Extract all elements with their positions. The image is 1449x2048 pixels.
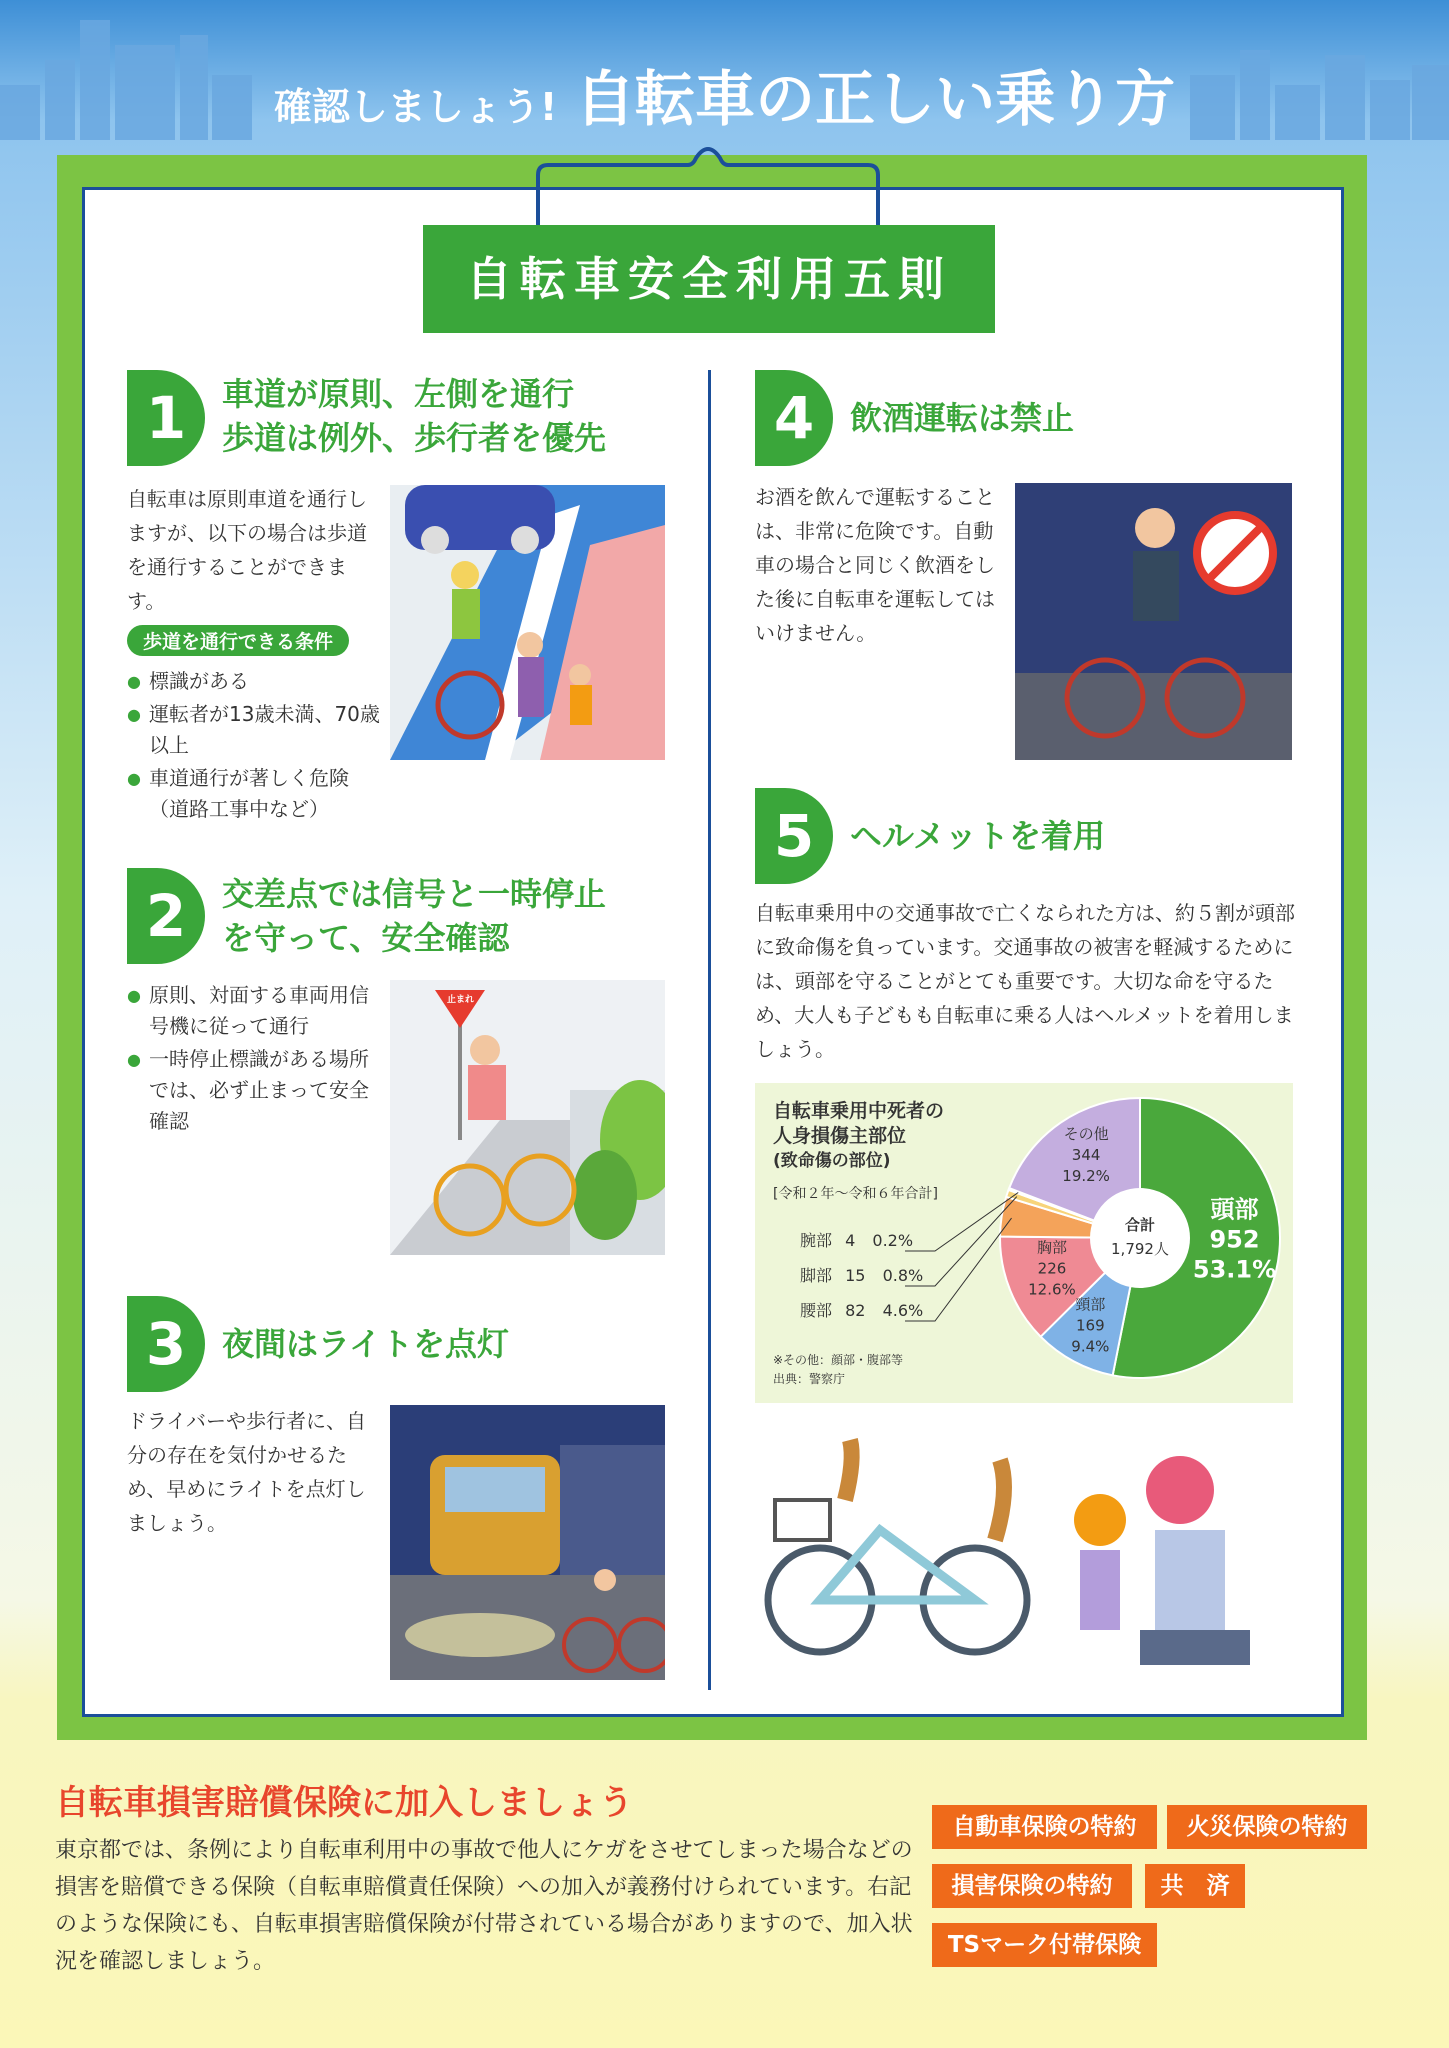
list-item: ● 一時停止標識がある場所では、必ず止まって安全確認: [127, 1044, 377, 1137]
legend-arm: 腕部 4 0.2%: [800, 1231, 914, 1250]
rule1-body: 自転車は原則車道を通行しますが、以下の場合は歩道を通行することができます。: [127, 487, 367, 613]
rule1-number: 1: [127, 370, 205, 466]
page-title: [0, 52, 1449, 138]
page-subtitle: 確認しましょう!: [273, 85, 558, 129]
page-title-main: 自転車の正しい乗り方: [575, 65, 1176, 135]
rule2-heading: [222, 872, 606, 960]
sidewalk-cycling-illustration: [390, 485, 665, 760]
insurance-tag-mutual: 共 済: [1145, 1864, 1245, 1908]
pie-label-value-0: 952: [1209, 1225, 1260, 1254]
rule4-number: 4: [755, 370, 833, 466]
list-item: ● 原則、対面する車両用信号機に従って通行: [127, 980, 377, 1042]
pie-total-value: 1,792人: [1111, 1240, 1169, 1258]
rule1-conditions-list: [127, 666, 387, 827]
pie-center: [1090, 1188, 1190, 1288]
rule2-heading-line2: を守って、安全確認: [222, 919, 510, 957]
insurance-title: 自転車損害賠償保険に加入しましょう: [55, 1783, 633, 1823]
pie-label-value-1: 169: [1076, 1316, 1105, 1335]
pie-label-pct-6: 19.2%: [1062, 1166, 1110, 1185]
legend-waist: 腰部 82 4.6%: [800, 1301, 924, 1320]
rule5-body: 自転車乗用中の交通事故で亡くなられた方は、約５割が頭部に致命傷を負っています。交通事故の被害を軽減するためには、頭部を守ることがとても重要です。大切な命を守るため、大人も子どもも自転車に乗る人はヘルメットを着用しましょう。: [755, 901, 1295, 1061]
pie-label-name-1: 頸部: [1075, 1295, 1106, 1314]
pie-label-value-2: 226: [1037, 1259, 1067, 1278]
leader-line-3: [905, 1218, 1012, 1321]
pie-label-name-0: 頭部: [1210, 1195, 1259, 1224]
rule3-heading: 夜間はライトを点灯: [222, 1325, 510, 1363]
pie-chart: [755, 1083, 1293, 1403]
column-divider: [708, 370, 711, 1690]
bicycle-helmet-illustration: [760, 1430, 1300, 1690]
insurance-tag-damage: 損害保険の特約: [932, 1864, 1132, 1908]
legend-leg: 脚部 15 0.8%: [800, 1266, 924, 1285]
rule2-bullets: [127, 980, 377, 1139]
list-item: ● 車道通行が著しく危険（道路工事中など）: [127, 763, 387, 825]
chart-title-line3: (致命傷の部位): [773, 1151, 891, 1171]
rule2-heading-line1: 交差点では信号と一時停止: [222, 875, 607, 913]
rule4-body: お酒を飲んで運転することは、非常に危険です。自動車の場合と同じく飲酒をした後に自転車を運転してはいけません。: [755, 485, 995, 645]
insurance-body: 東京都では、条例により自転車利用中の事故で他人にケガをさせてしまった場合などの損害を賠償できる保険（自転車賠償責任保険）への加入が義務付けられています。右記のような保険にも、自転車損害賠償保険が付帯されている場合がありますので、加入状況を確認しましょう。: [55, 1838, 913, 1974]
rule1-heading: [222, 372, 606, 460]
chart-title-line2: 人身損傷主部位: [773, 1125, 907, 1147]
chart-title-line1: 自転車乗用中死者の: [773, 1100, 945, 1122]
rule1-heading-line1: 車道が原則、左側を通行: [222, 375, 575, 413]
list-item: ● 運転者が13歳未満、70歳以上: [127, 699, 387, 761]
pie-label-name-6: その他: [1063, 1124, 1109, 1143]
pie-label-pct-2: 12.6%: [1028, 1280, 1076, 1299]
rule3-body: ドライバーや歩行者に、自分の存在を気付かせるため、早めにライトを点灯しましょう。: [127, 1409, 366, 1535]
hanger-decoration: [528, 130, 888, 230]
chart-period: [令和２年～令和６年合計]: [773, 1186, 938, 1202]
pie-label-pct-0: 53.1%: [1192, 1255, 1277, 1284]
rules-title: 自転車安全利用五則: [423, 225, 995, 333]
list-item: ● 標識がある: [127, 666, 387, 697]
rule4-heading: 飲酒運転は禁止: [850, 399, 1075, 437]
rule5-number: 5: [755, 788, 833, 884]
drunk-cycling-illustration: [1015, 483, 1292, 760]
rule1-conditions-label: 歩道を通行できる条件: [127, 625, 349, 656]
pie-label-value-6: 344: [1071, 1145, 1101, 1164]
pie-label-pct-1: 9.4%: [1071, 1337, 1110, 1356]
rule1-heading-line2: 歩道は例外、歩行者を優先: [222, 419, 607, 457]
rule3-number: 3: [127, 1296, 205, 1392]
insurance-tag-fire: 火災保険の特約: [1167, 1805, 1367, 1849]
chart-note: ※その他：顔部・腹部等 出典：警察庁: [773, 1353, 904, 1386]
pie-label-name-2: 胸部: [1036, 1238, 1067, 1257]
night-light-illustration: [390, 1405, 665, 1680]
rule2-number: 2: [127, 868, 205, 964]
insurance-tag-ts-mark: TSマーク付帯保険: [932, 1923, 1157, 1967]
stop-sign-illustration: [390, 980, 665, 1255]
injury-chart: [755, 1083, 1293, 1403]
insurance-tag-auto: 自動車保険の特約: [932, 1805, 1157, 1849]
pie-total-label: 合計: [1124, 1216, 1156, 1234]
stop-sign-label: 止まれ: [447, 995, 475, 1005]
rule5-heading: ヘルメットを着用: [850, 817, 1106, 855]
